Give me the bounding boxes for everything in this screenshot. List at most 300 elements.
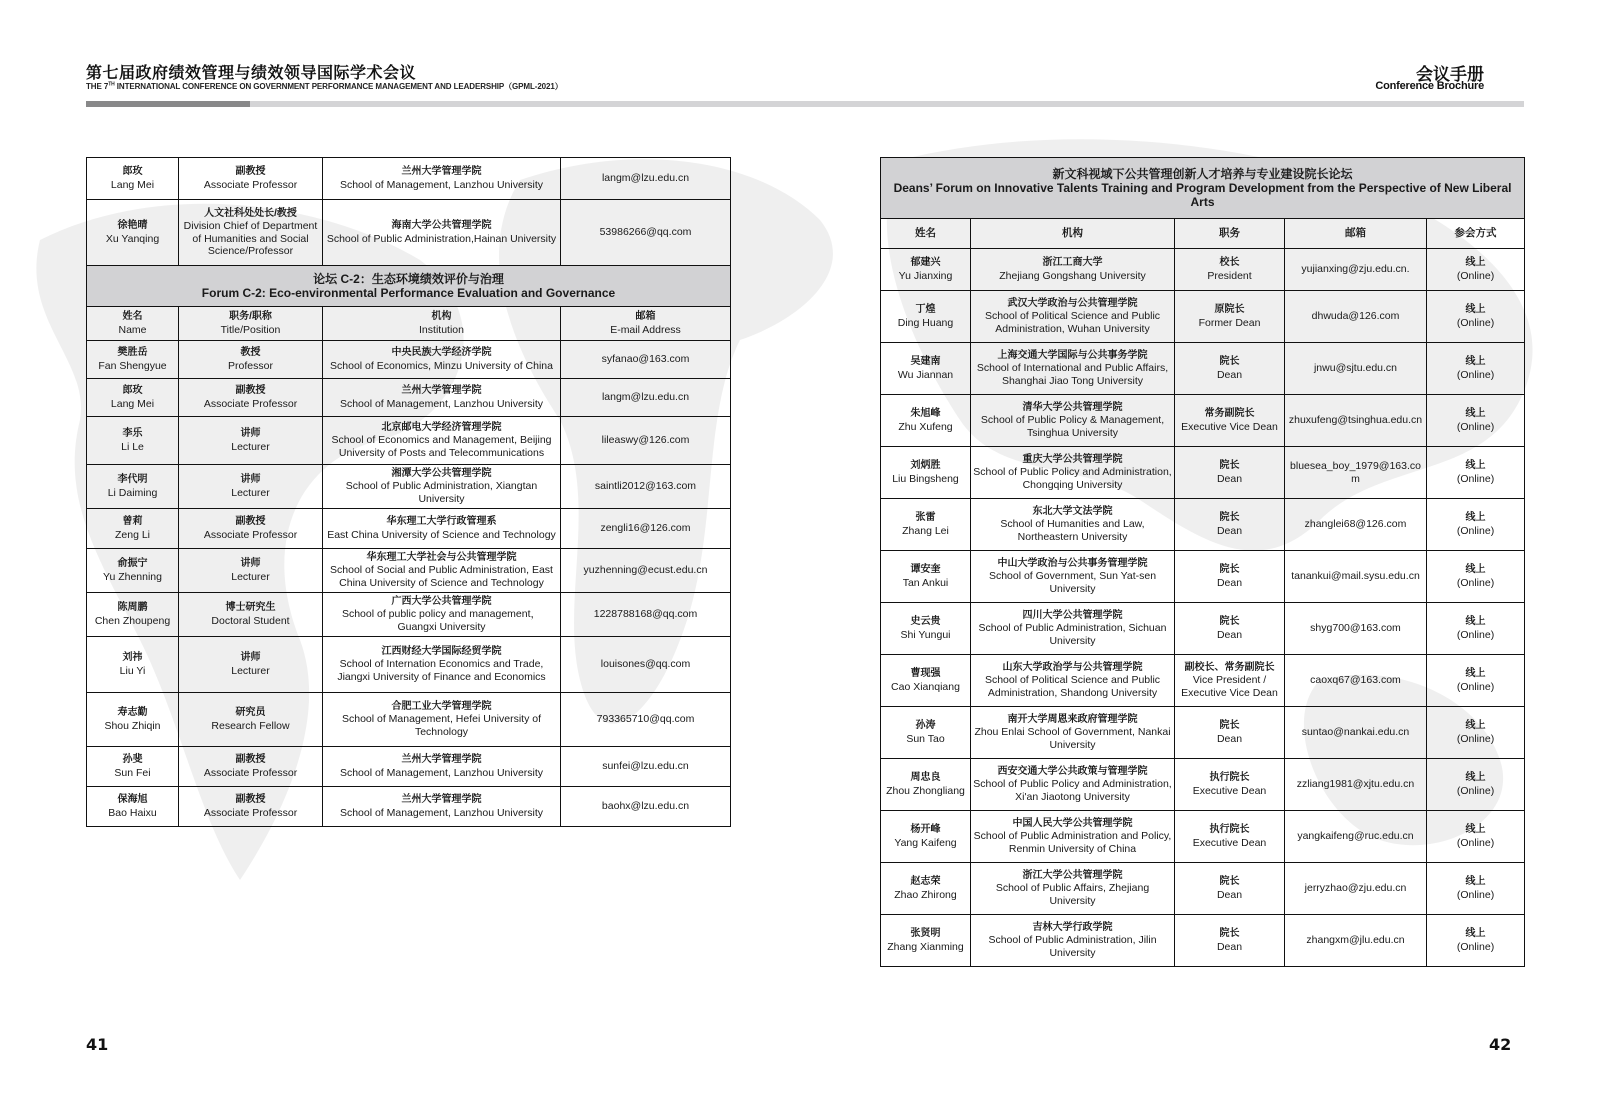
participant-title — [179, 549, 323, 593]
participant-name — [87, 465, 179, 509]
participant-title-cn: 讲师 — [240, 558, 261, 569]
dean-name — [881, 343, 971, 395]
dean-attendance-mode-cn: 线上 — [1465, 876, 1486, 887]
dean-position-en: Dean — [1216, 628, 1243, 641]
dean-institution-en: School of Public Policy & Management, Tsinghua University — [980, 414, 1165, 439]
participant-row — [87, 341, 731, 379]
deans-forum-table — [880, 157, 1525, 967]
deans-forum-title-cn: 新文科视域下公共管理创新人才培养与专业建设院长论坛 — [1052, 167, 1353, 181]
participant-title-cn: 副教授 — [235, 794, 266, 805]
col-header-attendance: 参会方式 — [1427, 219, 1525, 249]
participant-row — [87, 593, 731, 637]
participant-title-cn: 副教授 — [235, 516, 266, 527]
dean-position-cn: 院长 — [1219, 460, 1240, 471]
deans-forum-header-row — [881, 158, 1525, 219]
dean-email — [1285, 811, 1427, 863]
dean-institution-en: School of Political Science and Public Administration, Wuhan University — [984, 310, 1161, 335]
dean-name-cn: 周忠良 — [910, 772, 941, 783]
dean-attendance-mode — [1427, 655, 1525, 707]
dean-position-cn: 院长 — [1219, 512, 1240, 523]
participant-row — [87, 417, 731, 465]
dean-email-en: yangkaifeng@ruc.edu.cn — [1297, 830, 1414, 843]
dean-email — [1285, 291, 1427, 343]
col-header-email: 邮箱 — [1285, 219, 1427, 249]
participant-email-en: louisones@qq.com — [600, 658, 691, 671]
participant-name-cn: 俞振宁 — [117, 558, 148, 569]
participant-title-en: Doctoral Student — [211, 614, 290, 627]
participant-name — [87, 379, 179, 417]
dean-email — [1285, 447, 1427, 499]
dean-email — [1285, 915, 1427, 967]
participant-title — [179, 509, 323, 549]
participant-name — [87, 747, 179, 787]
dean-institution — [971, 447, 1175, 499]
participant-email — [561, 637, 731, 693]
col-header-name: 姓名 — [881, 219, 971, 249]
dean-position-cn: 院长 — [1219, 720, 1240, 731]
dean-name-cn: 孙涛 — [915, 720, 936, 731]
dean-position-en: Vice President / Executive Vice Dean — [1181, 674, 1278, 699]
participant-email-en: lileaswy@126.com — [601, 434, 690, 447]
dean-name-cn: 曹现强 — [910, 668, 941, 679]
participant-institution — [323, 200, 561, 266]
dean-institution — [971, 395, 1175, 447]
participant-row — [87, 509, 731, 549]
participant-institution-en: School of Management, Lanzhou University — [339, 178, 544, 191]
dean-position — [1175, 863, 1285, 915]
dean-attendance-mode — [1427, 707, 1525, 759]
dean-institution — [971, 759, 1175, 811]
participant-email-en: sunfei@lzu.edu.cn — [602, 760, 689, 773]
dean-name-cn: 谭安奎 — [910, 564, 941, 575]
dean-name-en: Zhang Lei — [902, 524, 949, 537]
dean-position — [1175, 655, 1285, 707]
participant-name-cn: 刘祎 — [122, 652, 143, 663]
participant-title-en: Lecturer — [231, 486, 270, 499]
dean-row — [881, 343, 1525, 395]
dean-position-en: Dean — [1216, 732, 1243, 745]
dean-position-en: Executive Dean — [1192, 784, 1267, 797]
dean-row — [881, 759, 1525, 811]
participant-name — [87, 593, 179, 637]
participant-title-en: Associate Professor — [203, 528, 298, 541]
participant-name-en: Bao Haixu — [108, 806, 157, 819]
brochure-title-cn: 会议手册 — [1416, 65, 1484, 84]
participant-email-en: 53986266@qq.com — [599, 226, 692, 239]
dean-attendance-mode — [1427, 499, 1525, 551]
dean-row — [881, 707, 1525, 759]
dean-name — [881, 447, 971, 499]
participant-email-en: langm@lzu.edu.cn — [601, 172, 690, 185]
col-header-institution: 机构 — [971, 219, 1175, 249]
participant-name-cn: 李乐 — [122, 428, 143, 439]
participant-title-en: Division Chief of Department of Humanities and Social Science/Professor — [183, 220, 318, 257]
participant-row — [87, 693, 731, 747]
participant-title — [179, 787, 323, 827]
dean-attendance-mode-en: (Online) — [1456, 316, 1495, 329]
participant-name-en: Zeng Li — [114, 528, 151, 541]
dean-email-en: yujianxing@zju.edu.cn. — [1301, 263, 1410, 276]
participant-title — [179, 417, 323, 465]
participant-institution — [323, 417, 561, 465]
col-header-title: 职务/职称 Title/Position — [179, 307, 323, 341]
dean-position-cn: 执行院长 — [1209, 824, 1250, 835]
dean-email — [1285, 551, 1427, 603]
dean-institution — [971, 249, 1175, 291]
participant-name-cn: 孙斐 — [122, 754, 143, 765]
participant-title-en: Professor — [228, 359, 273, 372]
dean-institution-en: School of Public Affairs, Zhejiang University — [995, 882, 1150, 907]
dean-position-cn: 院长 — [1219, 616, 1240, 627]
dean-attendance-mode-en: (Online) — [1456, 472, 1495, 485]
dean-name-cn: 丁煌 — [915, 304, 936, 315]
dean-attendance-mode-en: (Online) — [1456, 576, 1495, 589]
dean-row — [881, 655, 1525, 707]
deans-forum-title-en: Deans’ Forum on Innovative Talents Training and Program Development from the Perspective of New Liberal Arts — [893, 181, 1512, 209]
participant-institution-en: School of Management, Lanzhou University — [339, 806, 544, 819]
dean-email-en: zhanglei68@126.com — [1304, 518, 1407, 531]
dean-name-cn: 吴建南 — [910, 356, 941, 367]
dean-attendance-mode-cn: 线上 — [1465, 356, 1486, 367]
participant-name-en: Liu Yi — [119, 664, 146, 677]
dean-row — [881, 811, 1525, 863]
dean-institution-cn: 中山大学政治与公共事务管理学院 — [997, 557, 1148, 569]
participant-name-en: Xu Yanqing — [105, 232, 160, 245]
dean-attendance-mode-en: (Online) — [1456, 836, 1495, 849]
dean-attendance-mode-cn: 线上 — [1465, 928, 1486, 939]
dean-position — [1175, 249, 1285, 291]
participant-title — [179, 747, 323, 787]
dean-row — [881, 863, 1525, 915]
participant-institution-cn: 合肥工业大学管理学院 — [391, 700, 492, 712]
participant-title — [179, 593, 323, 637]
participant-email — [561, 200, 731, 266]
col-header-institution: 机构 Institution — [323, 307, 561, 341]
dean-email-en: bluesea_boy_1979@163.com — [1290, 460, 1421, 485]
dean-attendance-mode — [1427, 447, 1525, 499]
conference-title-cn: 第七届政府绩效管理与绩效领导国际学术会议 — [86, 65, 417, 82]
participant-title — [179, 693, 323, 747]
dean-institution-cn: 重庆大学公共管理学院 — [1022, 453, 1123, 465]
participant-institution-en: School of Internation Economics and Trade, Jiangxi University of Finance and Economics — [337, 658, 546, 683]
dean-institution-cn: 东北大学文法学院 — [1032, 505, 1113, 517]
dean-position-en: Dean — [1216, 368, 1243, 381]
participant-email — [561, 747, 731, 787]
dean-attendance-mode-cn: 线上 — [1465, 460, 1486, 471]
participant-title-cn: 讲师 — [240, 474, 261, 485]
participant-institution-cn: 中央民族大学经济学院 — [391, 347, 492, 358]
dean-institution-en: Zhejiang Gongshang University — [999, 269, 1146, 282]
dean-name-cn: 刘炳胜 — [910, 460, 941, 471]
dean-email — [1285, 655, 1427, 707]
dean-attendance-mode-en: (Online) — [1456, 680, 1495, 693]
dean-position-cn: 院长 — [1219, 564, 1240, 575]
forum-c2-header-row — [87, 266, 731, 307]
dean-position-en: President — [1207, 269, 1252, 282]
dean-position-en: Executive Dean — [1192, 836, 1267, 849]
participant-name — [87, 158, 179, 200]
participant-institution — [323, 693, 561, 747]
dean-attendance-mode — [1427, 291, 1525, 343]
dean-position-cn: 校长 — [1219, 257, 1240, 268]
dean-email — [1285, 499, 1427, 551]
dean-attendance-mode — [1427, 759, 1525, 811]
dean-institution — [971, 655, 1175, 707]
dean-position-cn: 院长 — [1219, 876, 1240, 887]
participant-title-cn: 副教授 — [235, 166, 266, 177]
participant-row — [87, 637, 731, 693]
dean-email-en: caoxq67@163.com — [1310, 674, 1401, 687]
dean-institution-cn: 清华大学公共管理学院 — [1022, 401, 1123, 413]
dean-institution-en: School of Public Administration and Policy, Renmin University of China — [973, 830, 1172, 855]
dean-name — [881, 707, 971, 759]
participant-institution-cn: 海南大学公共管理学院 — [391, 220, 492, 231]
dean-position-cn: 院长 — [1219, 928, 1240, 939]
participant-name-en: Shou Zhiqin — [104, 719, 161, 732]
dean-institution-cn: 浙江大学公共管理学院 — [1022, 869, 1123, 881]
dean-attendance-mode-en: (Online) — [1456, 784, 1495, 797]
participant-institution — [323, 549, 561, 593]
participant-email-en: 1228788168@qq.com — [593, 608, 698, 621]
participant-title-en: Research Fellow — [211, 719, 290, 732]
dean-institution-en: School of Government, Sun Yat-sen University — [988, 570, 1157, 595]
participant-name-en: Chen Zhoupeng — [94, 614, 171, 627]
dean-row — [881, 551, 1525, 603]
participant-email — [561, 379, 731, 417]
dean-email-en: zhangxm@jlu.edu.cn — [1306, 934, 1405, 947]
participant-email — [561, 417, 731, 465]
participant-institution-en: School of Public Administration, Xiangtan University — [345, 480, 538, 505]
deans-forum-column-headers — [881, 219, 1525, 249]
dean-position — [1175, 499, 1285, 551]
participant-institution-cn: 兰州大学管理学院 — [401, 385, 482, 396]
participant-title — [179, 465, 323, 509]
dean-position — [1175, 707, 1285, 759]
participant-institution — [323, 747, 561, 787]
dean-name-en: Cao Xianqiang — [891, 680, 960, 693]
participant-email-en: baohx@lzu.edu.cn — [601, 800, 690, 813]
dean-name-en: Yang Kaifeng — [894, 836, 957, 849]
participant-row — [87, 465, 731, 509]
participant-title-cn: 教授 — [240, 347, 261, 358]
dean-name — [881, 499, 971, 551]
participant-email — [561, 787, 731, 827]
dean-name-cn: 郁建兴 — [910, 257, 941, 268]
dean-position-en: Dean — [1216, 888, 1243, 901]
participant-institution — [323, 158, 561, 200]
participant-title-cn: 讲师 — [240, 652, 261, 663]
dean-attendance-mode-en: (Online) — [1456, 420, 1495, 433]
dean-institution-cn: 南开大学周恩来政府管理学院 — [1007, 713, 1138, 725]
participant-name-cn: 寿志勤 — [117, 707, 148, 718]
dean-position-cn: 常务副院长 — [1204, 408, 1255, 419]
dean-attendance-mode-en: (Online) — [1456, 628, 1495, 641]
dean-attendance-mode-cn: 线上 — [1465, 616, 1486, 627]
dean-email-en: jnwu@sjtu.edu.cn — [1313, 362, 1398, 375]
participant-email — [561, 549, 731, 593]
participant-title — [179, 637, 323, 693]
dean-institution — [971, 707, 1175, 759]
dean-position-en: Dean — [1216, 576, 1243, 589]
participant-name-cn: 徐艳晴 — [117, 220, 148, 231]
dean-email-en: dhwuda@126.com — [1311, 310, 1400, 323]
participant-institution — [323, 787, 561, 827]
participant-institution — [323, 509, 561, 549]
participant-name-en: Lang Mei — [110, 178, 155, 191]
participant-institution-en: School of Public Administration,Hainan University — [326, 232, 557, 245]
dean-position-en: Dean — [1216, 940, 1243, 953]
dean-position — [1175, 343, 1285, 395]
participant-name — [87, 200, 179, 266]
dean-name — [881, 249, 971, 291]
dean-email — [1285, 603, 1427, 655]
dean-email-en: tanankui@mail.sysu.edu.cn — [1291, 570, 1420, 583]
dean-institution-cn: 吉林大学行政学院 — [1032, 921, 1113, 933]
dean-name — [881, 551, 971, 603]
dean-position-cn: 原院长 — [1214, 304, 1245, 315]
dean-name-en: Tan Ankui — [902, 576, 949, 589]
participant-title-en: Lecturer — [231, 440, 270, 453]
participant-institution-cn: 湘潭大学公共管理学院 — [391, 467, 492, 479]
forum-c2-title-en: Forum C-2: Eco-environmental Performance Evaluation and Governance — [201, 286, 616, 300]
participant-title — [179, 158, 323, 200]
participant-institution-cn: 兰州大学管理学院 — [401, 754, 482, 765]
dean-name-en: Zhao Zhirong — [894, 888, 957, 901]
participant-email — [561, 693, 731, 747]
dean-name-cn: 张雷 — [915, 512, 936, 523]
participant-email-en: syfanao@163.com — [601, 353, 690, 366]
dean-institution-cn: 中国人民大学公共管理学院 — [1012, 817, 1133, 829]
dean-attendance-mode-cn: 线上 — [1465, 408, 1486, 419]
participant-name — [87, 637, 179, 693]
dean-name-en: Wu Jiannan — [897, 368, 954, 381]
dean-institution-cn: 上海交通大学国际与公共事务学院 — [997, 349, 1148, 361]
participant-institution — [323, 341, 561, 379]
dean-email — [1285, 343, 1427, 395]
conference-title-en: THE 7TH INTERNATIONAL CONFERENCE ON GOVERNMENT PERFORMANCE MANAGEMENT AND LEADERSHIP（GPML-2021） — [86, 81, 563, 91]
dean-position — [1175, 291, 1285, 343]
dean-position — [1175, 551, 1285, 603]
dean-email-en: shyg700@163.com — [1310, 622, 1401, 635]
participant-email-en: saintli2012@163.com — [594, 480, 697, 493]
dean-position — [1175, 603, 1285, 655]
participant-institution-cn: 北京邮电大学经济管理学院 — [381, 421, 502, 433]
dean-attendance-mode-cn: 线上 — [1465, 257, 1486, 268]
dean-institution-en: School of Public Policy and Administration, Xi'an Jiaotong University — [973, 778, 1172, 803]
dean-name-cn: 杨开峰 — [910, 824, 941, 835]
participant-row — [87, 549, 731, 593]
dean-email-en: suntao@nankai.edu.cn — [1301, 726, 1410, 739]
participant-title-cn: 副教授 — [235, 385, 266, 396]
participant-institution-cn: 兰州大学管理学院 — [401, 166, 482, 177]
participant-name — [87, 509, 179, 549]
participant-name-cn: 保海旭 — [117, 794, 148, 805]
participant-name-en: Fan Shengyue — [98, 359, 167, 372]
participant-institution-en: School of public policy and management，Guangxi University — [341, 608, 542, 633]
participant-name-cn: 郎玫 — [122, 385, 143, 396]
participant-title — [179, 341, 323, 379]
participant-institution-cn: 广西大学公共管理学院 — [391, 595, 492, 607]
dean-row — [881, 249, 1525, 291]
dean-name-cn: 朱旭峰 — [910, 408, 941, 419]
dean-name — [881, 863, 971, 915]
participant-email — [561, 509, 731, 549]
dean-name-en: Sun Tao — [906, 732, 945, 745]
dean-position-en: Executive Vice Dean — [1181, 420, 1278, 433]
participant-title-cn: 副教授 — [235, 754, 266, 765]
dean-attendance-mode-en: (Online) — [1456, 940, 1495, 953]
header-rule-dark — [86, 101, 250, 107]
participant-name-en: Lang Mei — [110, 397, 155, 410]
dean-name — [881, 395, 971, 447]
dean-email — [1285, 249, 1427, 291]
dean-name-en: Zhang Xianming — [887, 940, 964, 953]
dean-email — [1285, 395, 1427, 447]
dean-row — [881, 447, 1525, 499]
dean-name-cn: 赵志荣 — [910, 876, 941, 887]
participant-title-cn: 人文社科处处长/教授 — [204, 207, 297, 219]
dean-attendance-mode-en: (Online) — [1456, 269, 1495, 282]
participant-name — [87, 787, 179, 827]
dean-position-en: Dean — [1216, 472, 1243, 485]
dean-attendance-mode — [1427, 863, 1525, 915]
forum-c2-title-cn: 论坛 C-2：生态环境绩效评价与治理 — [313, 272, 504, 286]
participant-name-cn: 李代明 — [117, 474, 148, 485]
page-number-right: 42 — [1489, 1035, 1512, 1054]
participant-institution-en: School of Management, Lanzhou University — [339, 766, 544, 779]
dean-row — [881, 915, 1525, 967]
participant-name-cn: 郎玫 — [122, 166, 143, 177]
dean-email — [1285, 707, 1427, 759]
dean-position — [1175, 915, 1285, 967]
dean-institution-en: School of International and Public Affairs, Shanghai Jiao Tong University — [976, 362, 1169, 387]
dean-attendance-mode-cn: 线上 — [1465, 720, 1486, 731]
col-header-email: 邮箱 E-mail Address — [561, 307, 731, 341]
participant-name — [87, 549, 179, 593]
dean-row — [881, 499, 1525, 551]
dean-attendance-mode — [1427, 395, 1525, 447]
participant-institution — [323, 379, 561, 417]
dean-institution-cn: 浙江工商大学 — [1042, 257, 1103, 268]
dean-name — [881, 759, 971, 811]
dean-attendance-mode-cn: 线上 — [1465, 668, 1486, 679]
left-participants-table — [86, 157, 731, 827]
dean-email — [1285, 863, 1427, 915]
dean-name-en: Zhu Xufeng — [898, 420, 953, 433]
dean-institution-cn: 山东大学政治学与公共管理学院 — [1002, 661, 1143, 673]
header-rule-light — [250, 101, 1524, 107]
dean-position-en: Former Dean — [1198, 316, 1261, 329]
participant-row — [87, 379, 731, 417]
dean-name-en: Zhou Zhongliang — [886, 784, 965, 797]
dean-name — [881, 655, 971, 707]
participant-row — [87, 787, 731, 827]
participant-name-cn: 樊胜岳 — [117, 347, 148, 358]
participant-name-en: Li Daiming — [107, 486, 158, 499]
participant-name-en: Yu Zhenning — [103, 570, 162, 583]
participant-title-en: Associate Professor — [203, 806, 298, 819]
dean-institution-en: School of Political Science and Public Administration, Shandong University — [984, 674, 1161, 699]
col-header-position: 职务 — [1175, 219, 1285, 249]
dean-institution-en: Zhou Enlai School of Government, Nankai University — [974, 726, 1171, 751]
dean-institution-en: School of Public Administration, Jilin University — [988, 934, 1157, 959]
participant-name — [87, 693, 179, 747]
dean-institution — [971, 551, 1175, 603]
dean-position-cn: 副校长、常务副院长 — [1184, 661, 1275, 673]
dean-row — [881, 603, 1525, 655]
participant-institution — [323, 465, 561, 509]
participant-title-cn: 讲师 — [240, 428, 261, 439]
